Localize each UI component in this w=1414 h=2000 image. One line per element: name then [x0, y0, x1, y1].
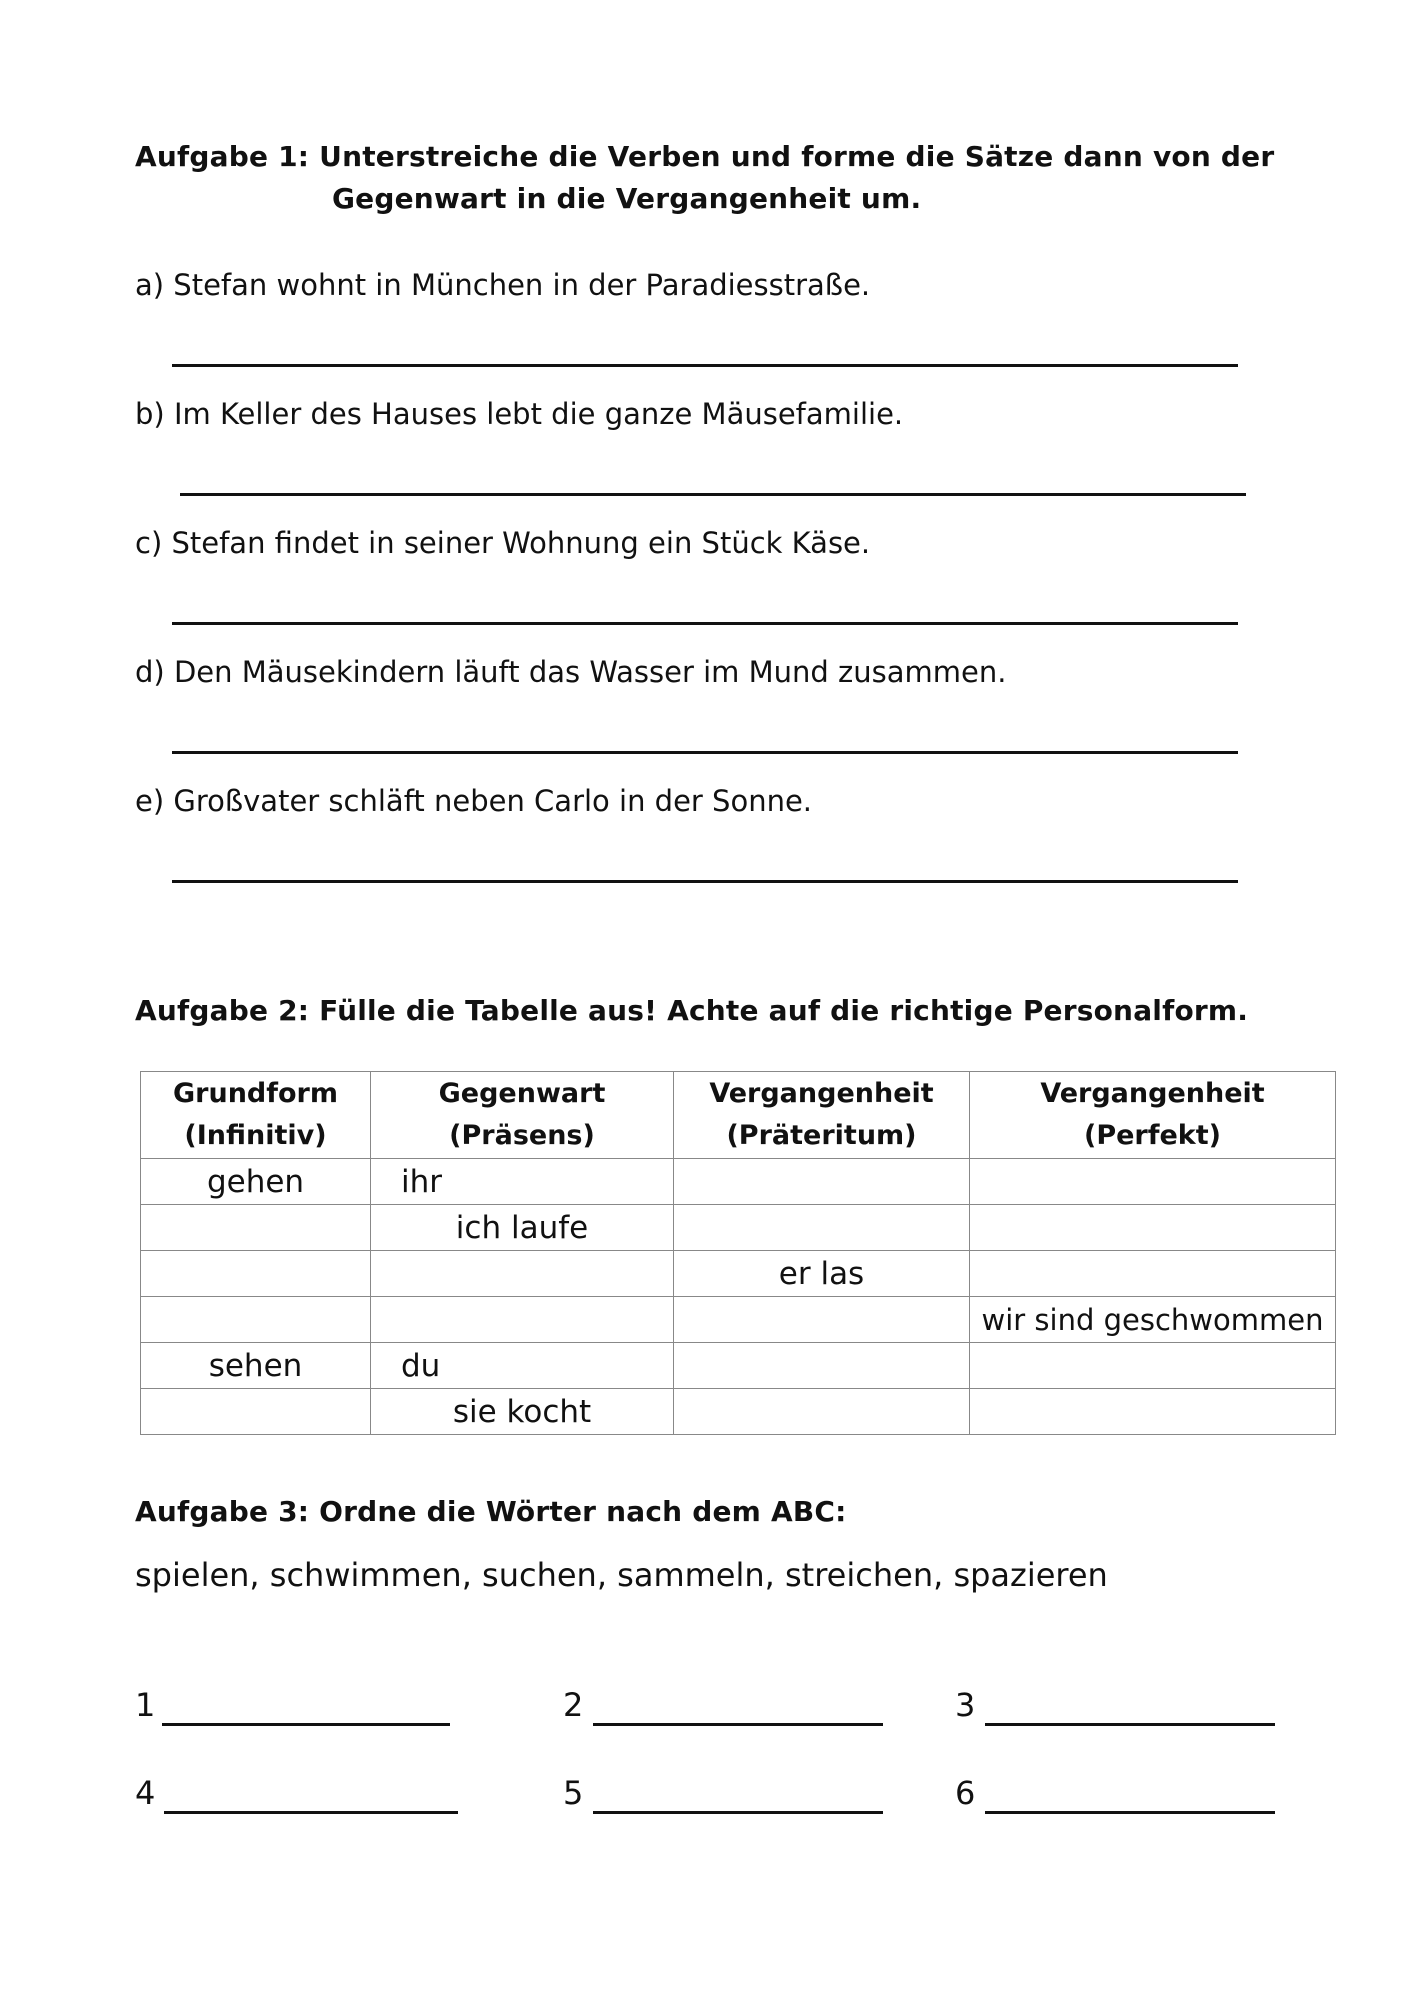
- slot-answer-line[interactable]: [985, 1811, 1275, 1814]
- table-cell[interactable]: [141, 1389, 371, 1435]
- table-cell[interactable]: sie kocht: [371, 1389, 674, 1435]
- table-cell[interactable]: [970, 1251, 1336, 1297]
- answer-line-a[interactable]: [172, 364, 1238, 367]
- slot-answer-line[interactable]: [162, 1723, 450, 1726]
- table-cell[interactable]: ich laufe: [371, 1205, 674, 1251]
- table-row: [141, 1389, 1336, 1435]
- sentence-b: b) Im Keller des Hauses lebt die ganze Mäusefamilie.: [135, 397, 904, 431]
- task2-heading: Aufgabe 2: Fülle die Tabelle aus! Achte auf die richtige Personalform.: [135, 994, 1249, 1027]
- sentence-d: d) Den Mäusekindern läuft das Wasser im Mund zusammen.: [135, 655, 1007, 689]
- sentence-a: a) Stefan wohnt in München in der Paradiesstraße.: [135, 268, 871, 302]
- table-cell[interactable]: du: [371, 1343, 674, 1389]
- table-cell[interactable]: er las: [674, 1251, 970, 1297]
- table-row: [141, 1343, 1336, 1389]
- answer-line-b[interactable]: [180, 493, 1246, 496]
- table-cell[interactable]: [674, 1389, 970, 1435]
- column-header-infinitive: Grundform (Infinitiv): [141, 1072, 371, 1159]
- slot-number: 1: [135, 1686, 156, 1724]
- slot-number: 2: [563, 1686, 584, 1724]
- table-row: [141, 1297, 1336, 1343]
- table-cell[interactable]: [371, 1297, 674, 1343]
- table-cell[interactable]: [970, 1159, 1336, 1205]
- table-cell[interactable]: [674, 1297, 970, 1343]
- task1-heading-line2: Gegenwart in die Vergangenheit um.: [332, 182, 922, 215]
- table-cell[interactable]: [674, 1205, 970, 1251]
- answer-line-d[interactable]: [172, 751, 1238, 754]
- table-cell[interactable]: [141, 1251, 371, 1297]
- table-cell[interactable]: wir sind geschwommen: [970, 1297, 1336, 1343]
- table-cell[interactable]: [141, 1205, 371, 1251]
- slot-answer-line[interactable]: [985, 1723, 1275, 1726]
- column-header-perfect: Vergangenheit (Perfekt): [970, 1072, 1336, 1159]
- table-cell[interactable]: [674, 1343, 970, 1389]
- task3-heading: Aufgabe 3: Ordne die Wörter nach dem ABC:: [135, 1495, 847, 1528]
- answer-line-c[interactable]: [172, 622, 1238, 625]
- sentence-c: c) Stefan findet in seiner Wohnung ein Stück Käse.: [135, 526, 871, 560]
- slot-answer-line[interactable]: [593, 1811, 883, 1814]
- column-header-present: Gegenwart (Präsens): [371, 1072, 674, 1159]
- table-header-row: [141, 1072, 1336, 1159]
- task1-heading-line1: Aufgabe 1: Unterstreiche die Verben und forme die Sätze dann von der: [135, 140, 1275, 173]
- slot-number: 4: [135, 1774, 156, 1812]
- word-list: spielen, schwimmen, suchen, sammeln, streichen, spazieren: [135, 1556, 1108, 1594]
- table-row: [141, 1251, 1336, 1297]
- verb-table: [140, 1071, 1336, 1435]
- table-row: [141, 1205, 1336, 1251]
- table-cell[interactable]: [970, 1389, 1336, 1435]
- table-cell[interactable]: [970, 1205, 1336, 1251]
- table-cell[interactable]: [141, 1297, 371, 1343]
- slot-number: 3: [955, 1686, 976, 1724]
- slot-answer-line[interactable]: [593, 1723, 883, 1726]
- column-header-preterite: Vergangenheit (Präteritum): [674, 1072, 970, 1159]
- slot-answer-line[interactable]: [164, 1811, 458, 1814]
- table-cell[interactable]: ihr: [371, 1159, 674, 1205]
- table-cell[interactable]: gehen: [141, 1159, 371, 1205]
- table-cell[interactable]: sehen: [141, 1343, 371, 1389]
- table-cell[interactable]: [371, 1251, 674, 1297]
- table-cell[interactable]: [674, 1159, 970, 1205]
- slot-number: 5: [563, 1774, 584, 1812]
- answer-line-e[interactable]: [172, 880, 1238, 883]
- sentence-e: e) Großvater schläft neben Carlo in der Sonne.: [135, 784, 813, 818]
- table-cell[interactable]: [970, 1343, 1336, 1389]
- slot-number: 6: [955, 1774, 976, 1812]
- table-row: [141, 1159, 1336, 1205]
